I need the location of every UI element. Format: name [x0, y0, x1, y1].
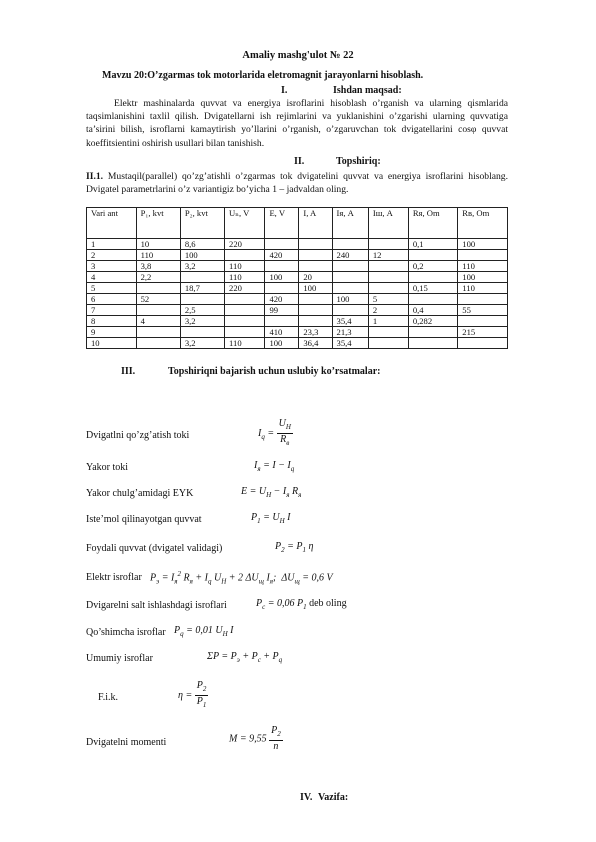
table-cell	[265, 283, 299, 294]
table-cell	[136, 327, 180, 338]
table-cell: 100	[180, 250, 224, 261]
section2-number: II.	[294, 156, 305, 167]
table-cell	[225, 327, 265, 338]
table-cell: 110	[136, 250, 180, 261]
formula-electric-losses: $P_э = I_я^2$ $R_я + I_q$ $U_H + 2$ $\Delta U_щ$ $I_я$; $\Delta U_щ = 0,6$ V	[150, 570, 333, 586]
formula-label-total-losses: Umumiy isroflar	[86, 653, 153, 664]
table-cell	[408, 250, 457, 261]
table-cell	[225, 294, 265, 305]
table-cell: 220	[225, 239, 265, 250]
table-cell: 110	[458, 283, 508, 294]
table-cell: 1	[87, 239, 137, 250]
table-cell: 20	[299, 272, 332, 283]
table-row	[87, 327, 508, 338]
table-row	[87, 305, 508, 316]
table-cell	[136, 305, 180, 316]
table-cell	[368, 338, 408, 349]
table-cell: 3,2	[180, 316, 224, 327]
formula-useful-power: $P_2 = P_1$ η	[275, 541, 314, 554]
table-cell	[299, 261, 332, 272]
formula-label-noload-losses: Dvigarelni salt ishlashdagi isroflari	[86, 600, 227, 611]
section3-number: III.	[121, 366, 136, 377]
table-row	[87, 294, 508, 305]
formula-label-torque: Dvigatelni momenti	[86, 737, 167, 748]
table-cell	[368, 283, 408, 294]
table-row	[87, 283, 508, 294]
section1-heading: Ishdan maqsad:	[333, 85, 402, 96]
table-header-cell: Rв, Om	[458, 208, 508, 239]
table-cell: 3,8	[136, 261, 180, 272]
table-cell	[458, 294, 508, 305]
table-cell	[458, 338, 508, 349]
table-cell: 55	[458, 305, 508, 316]
formula-label-emf: Yakor chulg’amidagi EYK	[86, 488, 194, 499]
table-cell	[458, 250, 508, 261]
table-cell	[225, 305, 265, 316]
table-cell: 215	[458, 327, 508, 338]
table-cell	[299, 250, 332, 261]
formula-label-input-power: Iste’mol qilinayotgan quvvat	[86, 514, 202, 525]
formula-label-efficiency: F.i.k.	[98, 692, 119, 703]
table-cell: 110	[225, 272, 265, 283]
table-cell: 100	[265, 338, 299, 349]
page-title: Amaliy mashg'ulot № 22	[242, 50, 354, 61]
table-cell: 35,4	[332, 316, 368, 327]
table-cell: 2,5	[180, 305, 224, 316]
table-header-cell: Iя, A	[332, 208, 368, 239]
table-cell: 420	[265, 250, 299, 261]
table-cell: 2	[87, 250, 137, 261]
table-header-cell: Iш, A	[368, 208, 408, 239]
table-cell	[225, 250, 265, 261]
table-cell	[368, 239, 408, 250]
table-row	[87, 239, 508, 250]
table-cell: 5	[368, 294, 408, 305]
formula-total-losses: $\Sigma P = P_э + P_c + P_q$	[207, 651, 283, 664]
table-cell: 0,2	[408, 261, 457, 272]
table-header-cell: Uₙ, V	[225, 208, 265, 239]
table-cell	[332, 261, 368, 272]
table-row	[87, 338, 508, 349]
table-cell	[408, 338, 457, 349]
table-cell: 8	[87, 316, 137, 327]
table-cell	[368, 272, 408, 283]
table-cell	[332, 272, 368, 283]
table-cell: 100	[299, 283, 332, 294]
table-cell: 8,6	[180, 239, 224, 250]
table-cell: 110	[225, 338, 265, 349]
table-cell: 110	[458, 261, 508, 272]
table-header-row	[87, 208, 508, 239]
section2-heading: Topshiriq:	[336, 156, 381, 167]
table-row	[87, 316, 508, 327]
table-cell: 3	[87, 261, 137, 272]
formula-excitation: $I_q$ = $\frac{U_H}{R_в}$	[258, 418, 291, 447]
table-cell: 5	[87, 283, 137, 294]
table-cell: 110	[225, 261, 265, 272]
table-cell	[180, 272, 224, 283]
table-header-cell: I, A	[299, 208, 332, 239]
table-cell: 100	[458, 239, 508, 250]
topic-title: Mavzu 20:O’zgarmas tok motorlarida eletromagnit jarayonlarni hisoblash.	[102, 70, 424, 81]
table-cell: 7	[87, 305, 137, 316]
table-cell: 52	[136, 294, 180, 305]
table-cell: 6	[87, 294, 137, 305]
table-cell: 0,1	[408, 239, 457, 250]
table-cell: 410	[265, 327, 299, 338]
table-body	[87, 239, 508, 349]
table-cell: 420	[265, 294, 299, 305]
section3-heading: Topshiriqni bajarish uchun uslubiy ko’rsatmalar:	[168, 366, 381, 377]
table-cell: 23,3	[299, 327, 332, 338]
table-cell	[368, 327, 408, 338]
table-cell: 4	[136, 316, 180, 327]
table-cell: 0,15	[408, 283, 457, 294]
table-cell: 9	[87, 327, 137, 338]
formula-emf: $E = U_H - I_я$ $R_я$	[241, 486, 302, 499]
table-cell	[180, 327, 224, 338]
table-cell	[299, 294, 332, 305]
table-header-cell: P₁, kvt	[136, 208, 180, 239]
table-cell: 99	[265, 305, 299, 316]
parameters-table	[86, 207, 508, 349]
table-header-cell: E, V	[265, 208, 299, 239]
table-cell	[408, 272, 457, 283]
table-cell: 240	[332, 250, 368, 261]
table-cell	[299, 305, 332, 316]
table-cell: 1	[368, 316, 408, 327]
formula-label-electric-losses: Elektr isroflar	[86, 572, 142, 583]
table-cell	[332, 283, 368, 294]
table-cell	[299, 239, 332, 250]
table-cell: 2,2	[136, 272, 180, 283]
table-cell	[225, 316, 265, 327]
table-cell	[368, 261, 408, 272]
table-cell: 3,2	[180, 261, 224, 272]
table-cell	[265, 316, 299, 327]
table-cell	[265, 239, 299, 250]
table-header-cell: Vari ant	[87, 208, 137, 239]
noload-suffix: deb oling	[309, 598, 347, 609]
formula-efficiency: η = $\frac{P_2}{P_1}$	[178, 680, 207, 709]
table-cell: 2	[368, 305, 408, 316]
table-cell: 12	[368, 250, 408, 261]
table-cell	[265, 261, 299, 272]
formula-label-additional-losses: Qo’shimcha isroflar	[86, 627, 166, 638]
table-cell: 0,282	[408, 316, 457, 327]
formula-label-excitation: Dvigatlni qo’zg’atish toki	[86, 430, 190, 441]
table-cell: 36,4	[299, 338, 332, 349]
table-cell: 0,4	[408, 305, 457, 316]
table-header-cell: P₂, kvt	[180, 208, 224, 239]
table-cell	[408, 294, 457, 305]
table-cell: 3,2	[180, 338, 224, 349]
table-cell	[136, 283, 180, 294]
table-cell: 10	[87, 338, 137, 349]
table-header-cell: Rя, Om	[408, 208, 457, 239]
table-cell: 220	[225, 283, 265, 294]
formula-noload-losses: $P_c = 0,06$ $P_1$ deb oling	[256, 598, 347, 611]
formula-torque: M = 9,55 $\frac{P_2}{n}$	[229, 725, 281, 752]
table-cell	[332, 239, 368, 250]
formula-input-power: $P_1 = U_H$ I	[251, 512, 291, 525]
task-text: Mustaqil(parallel) qo’zg’atishli o’zgarmas tok dvigatelini quvvat va energiya isroflarini hisoblang. Dvigatel parametrlarini o’z variantigiz bo’yicha 1 – jadvaldan oling.	[86, 171, 508, 196]
table-cell	[332, 305, 368, 316]
table-cell	[136, 338, 180, 349]
section4-heading: Vazifa:	[318, 792, 349, 803]
table-cell	[299, 316, 332, 327]
table-row	[87, 272, 508, 283]
formula-label-useful-power: Foydali quvvat (dvigatel validagi)	[86, 543, 223, 554]
table-cell	[458, 316, 508, 327]
section1-number: I.	[281, 85, 288, 96]
table-cell: 4	[87, 272, 137, 283]
table-cell: 21,3	[332, 327, 368, 338]
section1-text: Elektr mashinalarda quvvat va energiya isroflarini hisoblash o’rganish va ularning qismlarida taqsimlanishini taxlil qilish. Dvigatellarni ish rejimlarini va yuklanishini o’zgarishi ularning quvvatiga ta’sirini bilish, isroflarni kamaytirish yo’llarini o’rganish, o’zgaruvchan tok dvigatellarini cosφ quvvat koeffitsientini oshirish usullari bilan tanishish.	[86, 98, 508, 149]
table-cell: 35,4	[332, 338, 368, 349]
table-row	[87, 250, 508, 261]
formula-label-armature: Yakor toki	[86, 462, 129, 473]
table-cell	[408, 327, 457, 338]
formula-armature: $I_я = I - I_q$	[254, 460, 295, 473]
table-cell: 10	[136, 239, 180, 250]
section4-number: IV.	[300, 792, 313, 803]
table-cell: 100	[265, 272, 299, 283]
table-row	[87, 261, 508, 272]
task-label: II.1.	[86, 171, 104, 182]
table-cell: 18,7	[180, 283, 224, 294]
table-cell: 100	[458, 272, 508, 283]
table-cell: 100	[332, 294, 368, 305]
table-cell	[180, 294, 224, 305]
section2-task	[86, 170, 508, 196]
formula-additional-losses: $P_q = 0,01$ $U_H$ I	[174, 625, 234, 638]
